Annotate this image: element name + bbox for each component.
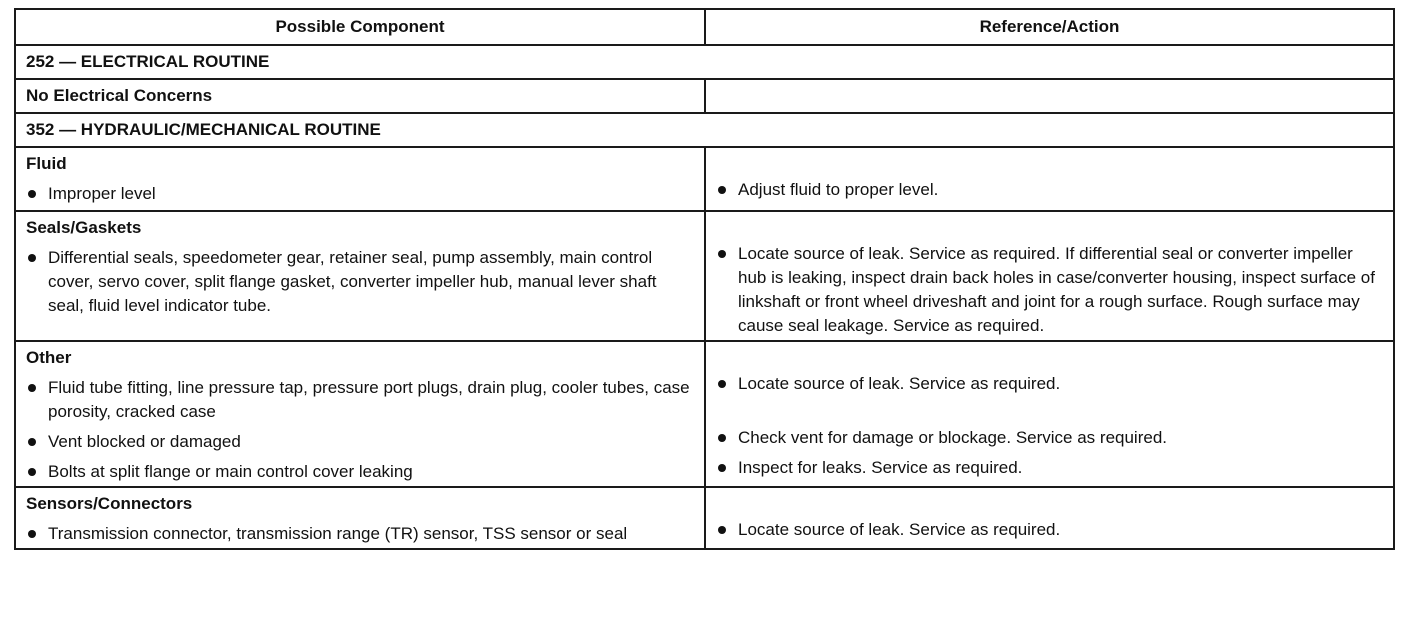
table-row: [15, 147, 1394, 211]
component-cell: [15, 487, 705, 549]
header-possible-component: Possible Component: [15, 9, 705, 45]
action-item: [716, 426, 1383, 450]
bullet-icon: [718, 464, 726, 472]
category-label: Other: [26, 348, 72, 367]
component-item: [26, 182, 694, 206]
component-text: Fluid tube fitting, line pressure tap, pressure port plugs, drain plug, cooler tubes, case porosity, cracked case: [48, 378, 690, 421]
component-text: Transmission connector, transmission range (TR) sensor, TSS sensor or seal: [48, 524, 628, 543]
component-text: Differential seals, speedometer gear, retainer seal, pump assembly, main control cover, servo cover, split flange gasket, converter impeller hub, manual lever shaft seal, fluid level indicator tube.: [48, 248, 657, 315]
component-cell: [15, 211, 705, 341]
component-cell: [15, 341, 705, 487]
action-text: Check vent for damage or blockage. Service as required.: [738, 428, 1168, 447]
bullet-icon: [718, 250, 726, 258]
component-item: [26, 430, 694, 454]
action-text: Locate source of leak. Service as required. If differential seal or converter impeller hub is leaking, inspect drain back holes in case/converter housing, inspect surface of linkshaft or front wheel driveshaft and joint for a rough surface. Rough surface may cause seal leakage. Service as required.: [738, 244, 1375, 335]
action-item: [716, 456, 1383, 480]
bullet-icon: [28, 190, 36, 198]
action-cell: [705, 147, 1394, 211]
component-text: Bolts at split flange or main control cover leaking: [48, 462, 413, 481]
bullet-icon: [718, 526, 726, 534]
action-item: [716, 178, 1383, 202]
table-row: [15, 487, 1394, 549]
category-label: Sensors/Connectors: [26, 494, 193, 513]
action-text: Adjust fluid to proper level.: [738, 180, 939, 199]
no-electrical-concerns-cell: No Electrical Concerns: [15, 79, 705, 113]
diagnosis-table-container: [14, 8, 1393, 550]
action-cell: [705, 487, 1394, 549]
section-title-electrical: 252 — ELECTRICAL ROUTINE: [15, 45, 1394, 79]
component-item: [26, 460, 694, 484]
component-text: Vent blocked or damaged: [48, 432, 241, 451]
bullet-icon: [28, 530, 36, 538]
bullet-icon: [718, 434, 726, 442]
category-label: Seals/Gaskets: [26, 218, 142, 237]
header-row: [15, 9, 1394, 45]
component-cell: [15, 147, 705, 211]
table-row: [15, 79, 1394, 113]
header-reference-action: Reference/Action: [705, 9, 1394, 45]
table-row: [15, 341, 1394, 487]
action-text: Locate source of leak. Service as required.: [738, 520, 1061, 539]
action-item: [716, 242, 1383, 338]
empty-action-cell: [705, 79, 1394, 113]
bullet-icon: [28, 254, 36, 262]
component-item: [26, 522, 694, 546]
component-text: Improper level: [48, 184, 156, 203]
diagnosis-table: [14, 8, 1395, 550]
bullet-icon: [28, 468, 36, 476]
bullet-icon: [718, 380, 726, 388]
component-item: [26, 376, 694, 424]
bullet-icon: [28, 438, 36, 446]
action-item: [716, 372, 1383, 420]
action-item: [716, 518, 1383, 542]
component-item: [26, 246, 694, 318]
action-text: Inspect for leaks. Service as required.: [738, 458, 1023, 477]
action-text: Locate source of leak. Service as required.: [738, 374, 1061, 393]
bullet-icon: [28, 384, 36, 392]
section-title-hydraulic: 352 — HYDRAULIC/MECHANICAL ROUTINE: [15, 113, 1394, 147]
section-row-hydraulic: [15, 113, 1394, 147]
action-cell: [705, 211, 1394, 341]
table-row: [15, 211, 1394, 341]
bullet-icon: [718, 186, 726, 194]
action-cell: [705, 341, 1394, 487]
section-row-electrical: [15, 45, 1394, 79]
category-label: Fluid: [26, 154, 67, 173]
